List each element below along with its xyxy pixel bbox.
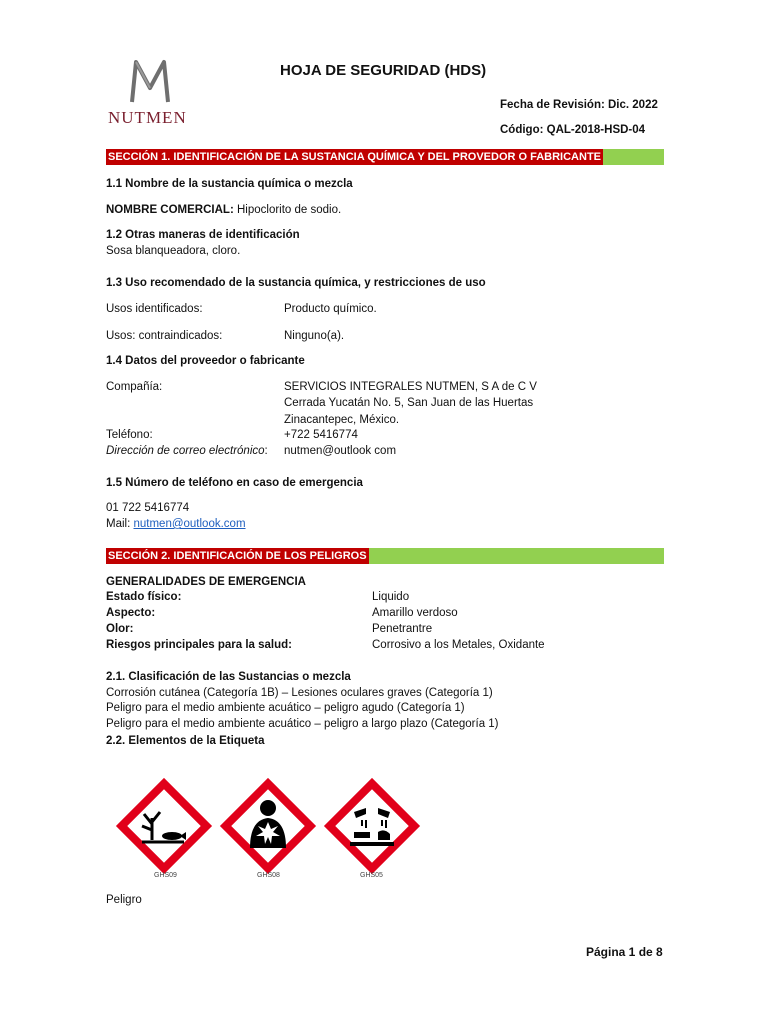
health-hazard-icon bbox=[216, 774, 320, 878]
phone-label: Teléfono: bbox=[106, 429, 153, 441]
page-number: Página 1 de 8 bbox=[586, 945, 663, 959]
document-code: Código: QAL-2018-HSD-04 bbox=[500, 124, 646, 136]
company-line-3: Zinacantepec, México. bbox=[284, 414, 400, 426]
section-1-title: SECCIÓN 1. IDENTIFICACIÓN DE LA SUSTANCIA QUÍMICA Y DEL PROVEDOR O FABRICANTE bbox=[108, 151, 602, 163]
document-title: HOJA DE SEGURIDAD (HDS) bbox=[280, 62, 487, 79]
emergency-phone: 01 722 5416774 bbox=[106, 502, 190, 514]
section-2-title: SECCIÓN 2. IDENTIFICACIÓN DE LOS PELIGROS bbox=[108, 550, 367, 562]
heading-1-4: 1.4 Datos del proveedor o fabricante bbox=[106, 355, 305, 367]
property-value: Liquido bbox=[372, 591, 410, 603]
property-value: Corrosivo a los Metales, Oxidante bbox=[372, 639, 545, 651]
property-label: Riesgos principales para la salud: bbox=[106, 639, 292, 651]
trade-name-row bbox=[106, 204, 341, 216]
other-names: Sosa blanqueadora, cloro. bbox=[106, 245, 241, 257]
heading-2-1: 2.1. Clasificación de las Sustancias o mezcla bbox=[106, 671, 351, 683]
email-colon: : bbox=[264, 445, 268, 457]
mail-row bbox=[106, 518, 246, 530]
company-line-1: SERVICIOS INTEGRALES NUTMEN, S A de C V bbox=[284, 381, 537, 393]
property-label: Aspecto: bbox=[106, 607, 156, 619]
classification-item: Peligro para el medio ambiente acuático – peligro agudo (Categoría 1) bbox=[106, 702, 465, 714]
trade-name-label: NOMBRE COMERCIAL: bbox=[106, 204, 234, 216]
property-value: Amarillo verdoso bbox=[372, 607, 458, 619]
mail-link[interactable]: nutmen@outlook.com bbox=[133, 518, 246, 530]
heading-2-2: 2.2. Elementos de la Etiqueta bbox=[106, 735, 265, 747]
pictogram-code: GHS05 bbox=[360, 872, 383, 879]
heading-1-2: 1.2 Otras maneras de identificación bbox=[106, 229, 300, 241]
uses-value: Producto químico. bbox=[284, 303, 377, 315]
brand-name: NUTMEN bbox=[108, 108, 187, 127]
property-value: Penetrantre bbox=[372, 623, 433, 635]
trade-name-value: Hipoclorito de sodio. bbox=[236, 204, 342, 216]
property-label: Estado físico: bbox=[106, 591, 182, 603]
nutmen-logo-icon bbox=[128, 58, 172, 104]
section-2-header bbox=[106, 548, 664, 564]
mail-label: Mail: bbox=[106, 518, 134, 530]
uses-label: Usos identificados: bbox=[106, 303, 203, 315]
company-line-2: Cerrada Yucatán No. 5, San Juan de las Huertas bbox=[284, 397, 534, 409]
heading-1-1: 1.1 Nombre de la sustancia química o mezcla bbox=[106, 178, 353, 190]
revision-date: Fecha de Revisión: Dic. 2022 bbox=[500, 99, 658, 111]
email-value: nutmen@outlook com bbox=[284, 445, 397, 457]
company-label: Compañía: bbox=[106, 381, 163, 393]
contra-label: Usos: contraindicados: bbox=[106, 330, 223, 342]
pictogram-code: GHS09 bbox=[154, 872, 177, 879]
section-1-header bbox=[106, 149, 664, 165]
email-label-row bbox=[106, 445, 268, 457]
corrosion-icon bbox=[320, 774, 424, 878]
signal-word: Peligro bbox=[106, 894, 142, 906]
heading-1-3: 1.3 Uso recomendado de la sustancia química, y restricciones de uso bbox=[106, 277, 486, 289]
heading-1-5: 1.5 Número de teléfono en caso de emergencia bbox=[106, 477, 363, 489]
email-label: Dirección de correo electrónico bbox=[106, 445, 265, 457]
phone-value: +722 5416774 bbox=[284, 429, 358, 441]
classification-item: Corrosión cutánea (Categoría 1B) – Lesiones oculares graves (Categoría 1) bbox=[106, 687, 493, 699]
classification-item: Peligro para el medio ambiente acuático – peligro a largo plazo (Categoría 1) bbox=[106, 718, 499, 730]
contra-value: Ninguno(a). bbox=[284, 330, 345, 342]
pictogram-code: GHS08 bbox=[257, 872, 280, 879]
property-label: Olor: bbox=[106, 623, 134, 635]
environment-icon bbox=[112, 774, 216, 878]
general-heading: GENERALIDADES DE EMERGENCIA bbox=[106, 576, 306, 588]
